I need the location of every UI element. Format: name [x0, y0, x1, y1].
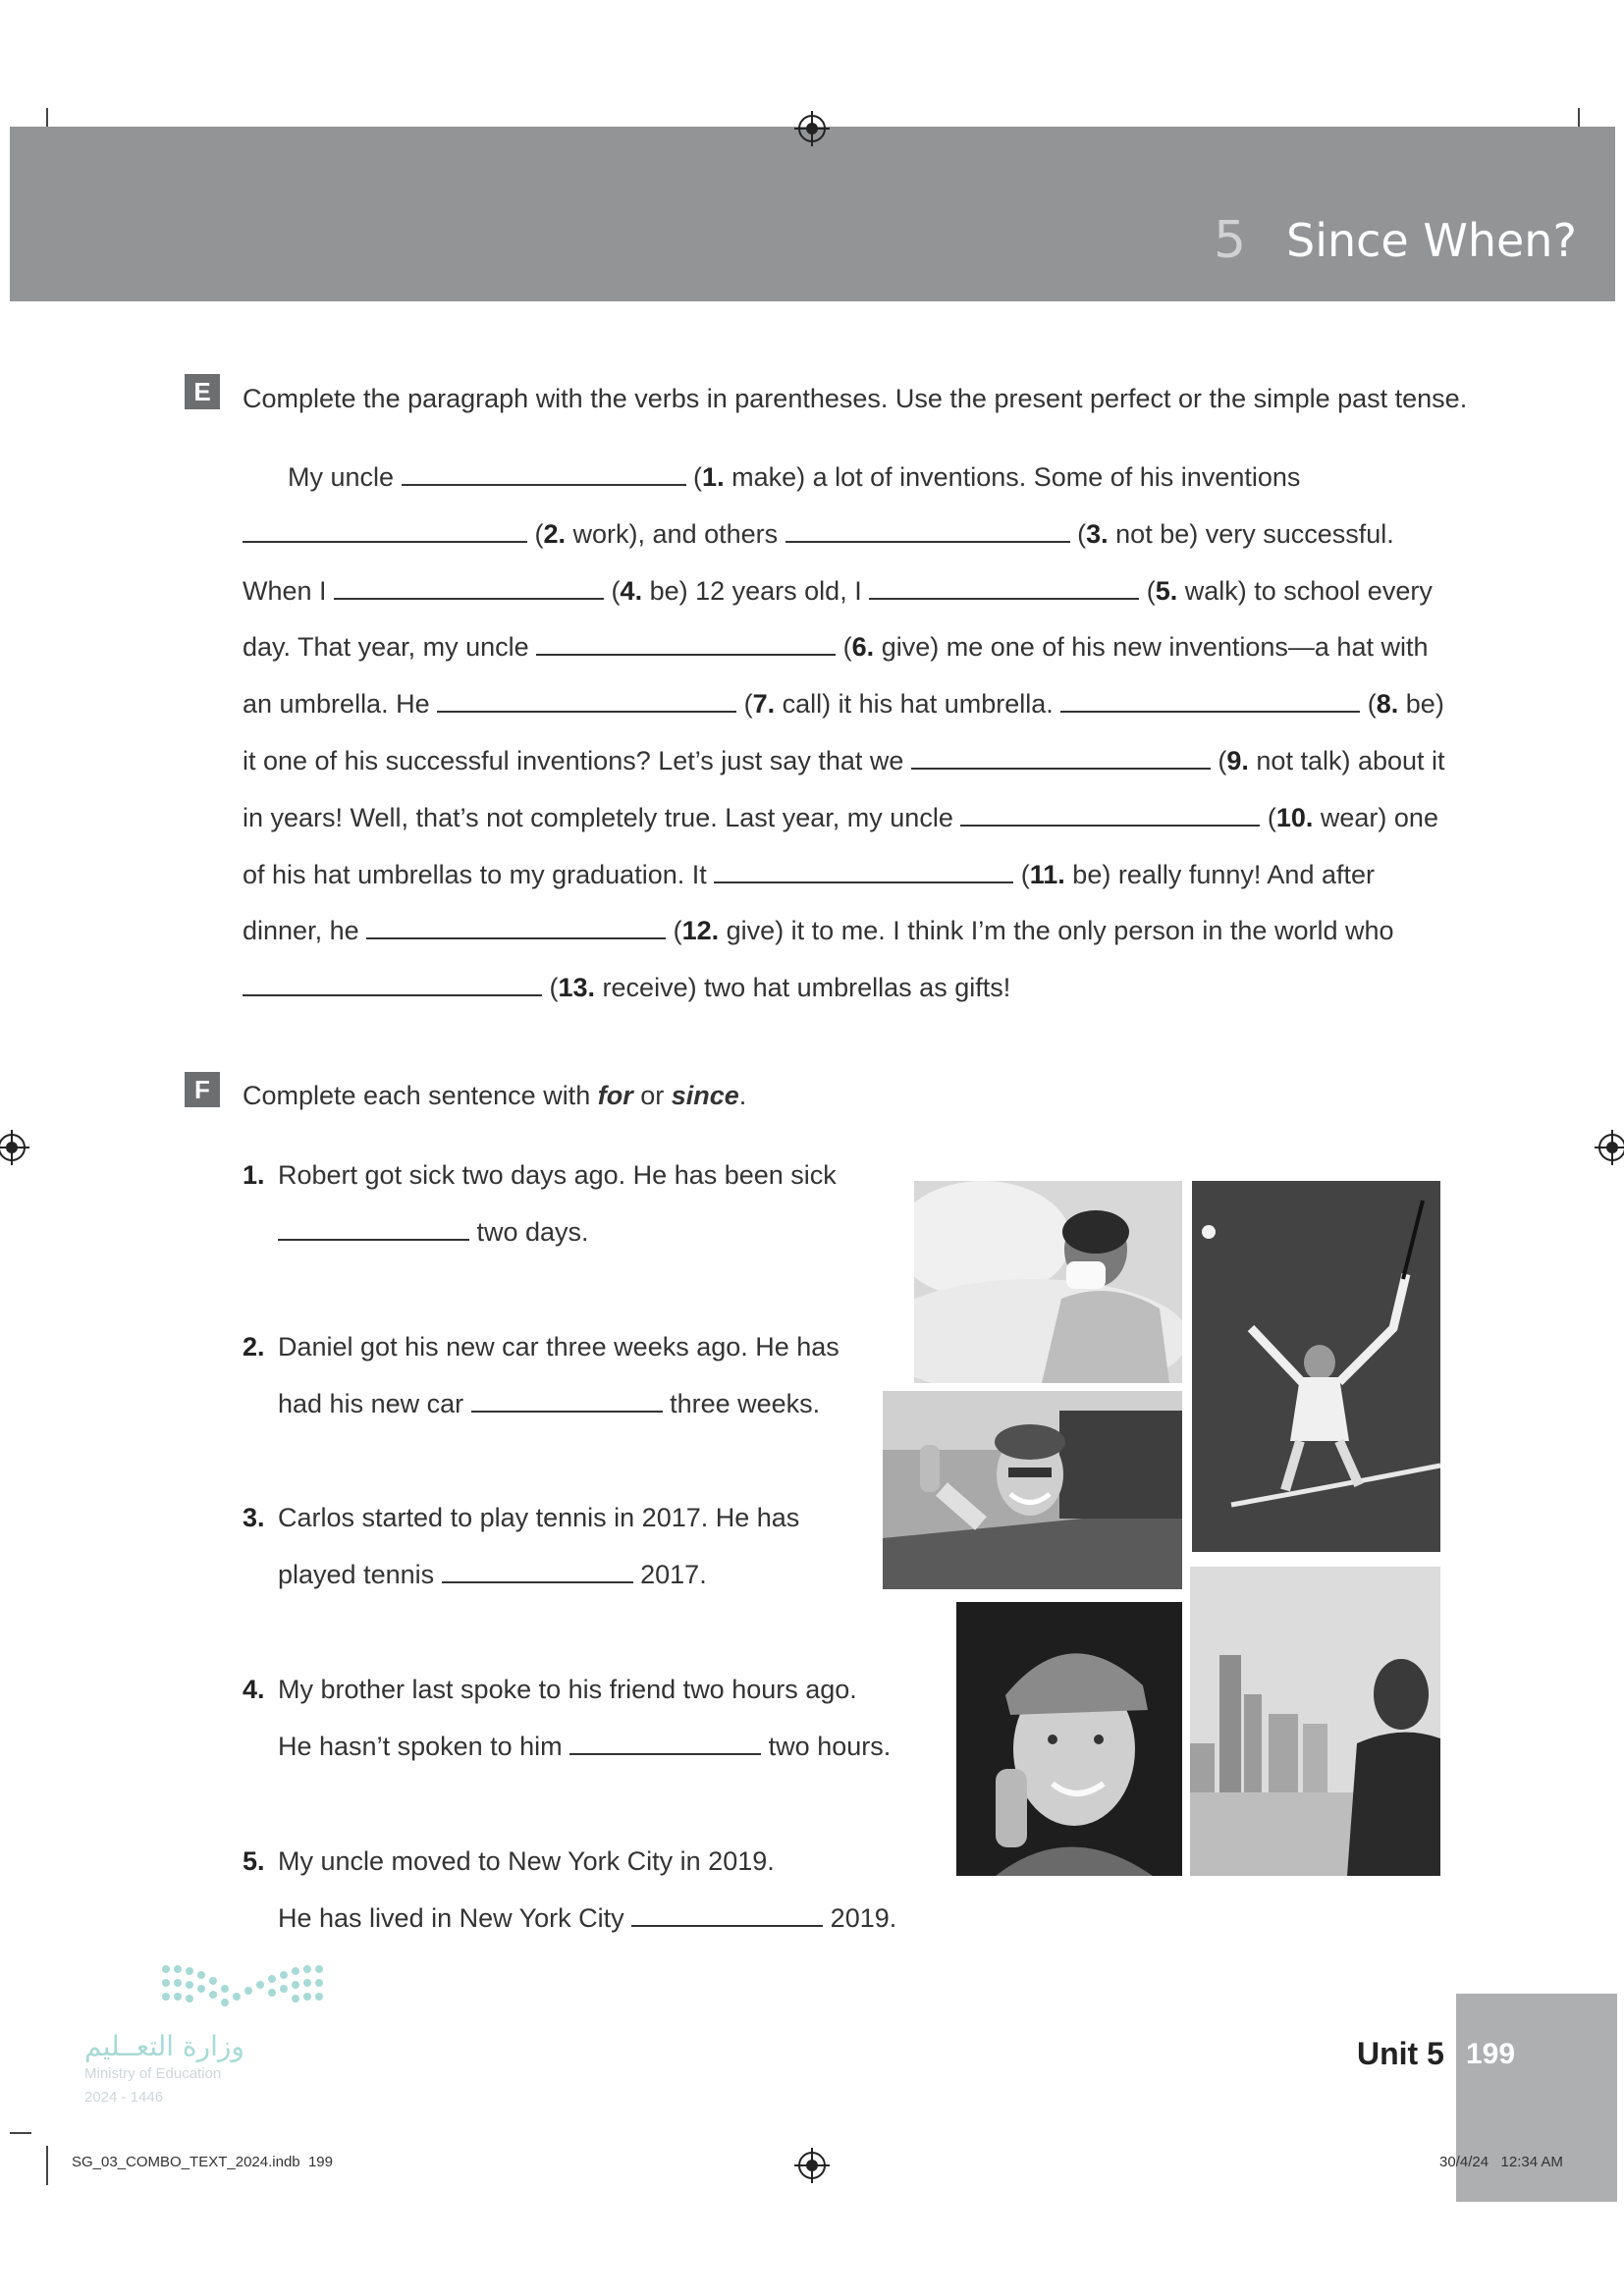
question-item: 5. My uncle moved to New York City in 2019. He has lived in New York City 2019. — [243, 1846, 897, 1933]
answer-blank[interactable] — [569, 1732, 761, 1755]
blank-4[interactable] — [334, 576, 604, 600]
photo-sick-man — [914, 1181, 1182, 1383]
registration-mark-icon — [798, 2152, 826, 2179]
unit-title: Since When? — [1286, 214, 1577, 267]
answer-blank[interactable] — [631, 1903, 823, 1927]
question-item: 4. My brother last spoke to his friend two hours ago. He hasn’t spoken to him two hours. — [243, 1675, 892, 1761]
footer-unit-label: Unit 5 — [1357, 2036, 1444, 2071]
blank-13[interactable] — [243, 973, 542, 996]
question-item: 1. Robert got sick two days ago. He has been sick two days. — [243, 1160, 837, 1247]
keyword-since: since — [671, 1081, 739, 1110]
ministry-name-arabic: وزارة التعــليم — [84, 2030, 244, 2062]
question-item: 3. Carlos started to play tennis in 2017. He has played tennis 2017. — [243, 1503, 800, 1589]
blank-3[interactable] — [785, 519, 1070, 543]
page-tab — [1456, 1994, 1617, 2202]
registration-mark-icon — [0, 1134, 26, 1161]
blank-2[interactable] — [243, 519, 527, 543]
blank-1[interactable] — [402, 462, 686, 486]
unit-number: 5 — [1214, 211, 1247, 270]
page-number: 199 — [1466, 2038, 1516, 2070]
photo-man-in-car — [883, 1391, 1182, 1589]
section-e-instruction: Complete the paragraph with the verbs in parentheses. Use the present perfect or the simple past tense. — [243, 384, 1468, 413]
ministry-logo-icon — [160, 1961, 327, 2016]
ministry-year: 2024 - 1446 — [84, 2089, 164, 2106]
answer-blank[interactable] — [442, 1560, 633, 1583]
blank-6[interactable] — [536, 632, 836, 656]
blank-11[interactable] — [714, 860, 1013, 883]
photo-city-skyline — [1190, 1567, 1440, 1876]
registration-mark-icon — [798, 115, 826, 142]
answer-blank[interactable] — [278, 1217, 469, 1241]
footer-file-name: SG_03_COMBO_TEXT_2024.indb 199 — [72, 2154, 333, 2170]
footer-timestamp: 30/4/24 12:34 AM — [1439, 2154, 1563, 2170]
blank-10[interactable] — [960, 803, 1260, 827]
crop-mark — [46, 2146, 48, 2185]
registration-mark-icon — [1598, 1134, 1624, 1161]
keyword-for: for — [597, 1081, 633, 1110]
blank-8[interactable] — [1060, 689, 1360, 713]
photo-tennis-player — [1192, 1181, 1440, 1552]
blank-7[interactable] — [437, 689, 736, 713]
answer-blank[interactable] — [471, 1389, 663, 1413]
question-item: 2. Daniel got his new car three weeks ago. He has had his new car three weeks. — [243, 1332, 839, 1418]
blank-5[interactable] — [869, 576, 1139, 600]
blank-9[interactable] — [911, 746, 1211, 770]
section-f-instruction: Complete each sentence with for or since. — [243, 1081, 747, 1110]
photo-boy-on-phone — [956, 1602, 1182, 1876]
ministry-name-english: Ministry of Education — [84, 2065, 222, 2082]
section-badge-e: E — [185, 374, 220, 409]
crop-mark — [10, 2132, 31, 2134]
blank-12[interactable] — [366, 916, 666, 939]
section-badge-f: F — [185, 1072, 220, 1107]
fill-in-paragraph: My uncle (1. make) a lot of inventions. Some of his inventions (2. work), and others (3. not be) very successful. When I (4. be) 12 years old, I (5. walk) to school every day. That year, my uncle (6. give) me one of his new inventions—a hat with an umbrella. He (7. call) it his hat umbrella. (8. be) it one of his successful inventions? Let’s just say that we (9. not talk) about it in years! Well, that’s not completely true. Last year, my uncle (10. wear) one of his hat umbrellas to my graduation. It (11. be) really funny! And after dinner, he (12. give) it to me. I think I’m the only person in the world who (13. receive) two hat umbrellas as gifts! — [243, 462, 1445, 1003]
